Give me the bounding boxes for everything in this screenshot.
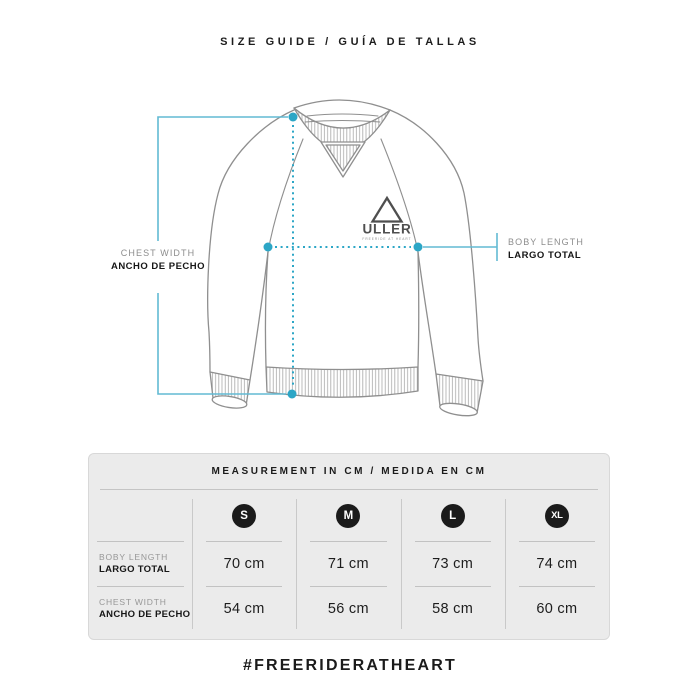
chest-width-label-es: ANCHO DE PECHO [110,261,206,272]
logo-triangle-icon [373,198,402,222]
body-length-m: 71 cm [327,555,369,572]
right-side-seam [418,252,419,367]
table-cell [192,541,296,586]
left-raglan-seam [268,139,303,252]
row-label-en: BOBY LENGTH [99,552,169,562]
chest-width-l: 58 cm [432,600,474,617]
chest-width-m: 56 cm [327,600,369,617]
right-sleeve-outline [390,110,483,381]
body-length-xl: 74 cm [536,555,578,572]
row-label-en: CHEST WIDTH [99,597,167,607]
table-row-label [89,586,192,631]
size-column-header [505,490,609,541]
row-label-es: LARGO TOTAL [99,564,171,575]
size-badge-m: M [336,504,360,528]
measure-dot [264,243,273,252]
table-cell [192,586,296,631]
chest-width-s: 54 cm [223,600,265,617]
table-cell [296,586,400,631]
size-column-header [296,490,400,541]
size-badge-xl: XL [545,504,569,528]
table-corner-cell [89,490,192,541]
table-cell [296,541,400,586]
logo-brand-text: ULLER [362,221,412,237]
brand-logo [362,198,411,241]
body-length-l: 73 cm [432,555,474,572]
table-row-label [89,541,192,586]
left-sleeve-outline [208,110,294,372]
size-table [88,453,610,640]
body-length-label-en: BOBY LENGTH [508,237,584,247]
right-sleeve-inner-seam [418,252,436,374]
logo-tagline-text: FREERIDE AT HEART [362,237,412,241]
measure-dot [414,243,423,252]
sweatshirt-sketch [208,100,483,418]
size-badge-l: L [441,504,465,528]
size-column-header [401,490,505,541]
chest-width-label [109,246,207,274]
size-column-header [192,490,296,541]
chest-width-label-en: CHEST WIDTH [120,248,196,258]
size-table-grid [89,490,609,631]
chest-width-xl: 60 cm [536,600,578,617]
body-length-s: 70 cm [223,555,265,572]
hashtag-footer: #FREERIDERATHEART [242,657,457,674]
table-cell [401,586,505,631]
size-badge-s: S [232,504,256,528]
measure-dot [289,113,298,122]
body-length-label-es: LARGO TOTAL [508,250,582,261]
page-title: SIZE GUIDE / GUÍA DE TALLAS [220,36,480,48]
measure-dot [288,390,297,399]
size-table-header: MEASUREMENT IN CM / MEDIDA EN CM [100,454,598,490]
table-cell [401,541,505,586]
row-label-es: ANCHO DE PECHO [99,609,191,620]
body-length-label [506,235,586,263]
table-cell [505,541,609,586]
table-cell [505,586,609,631]
